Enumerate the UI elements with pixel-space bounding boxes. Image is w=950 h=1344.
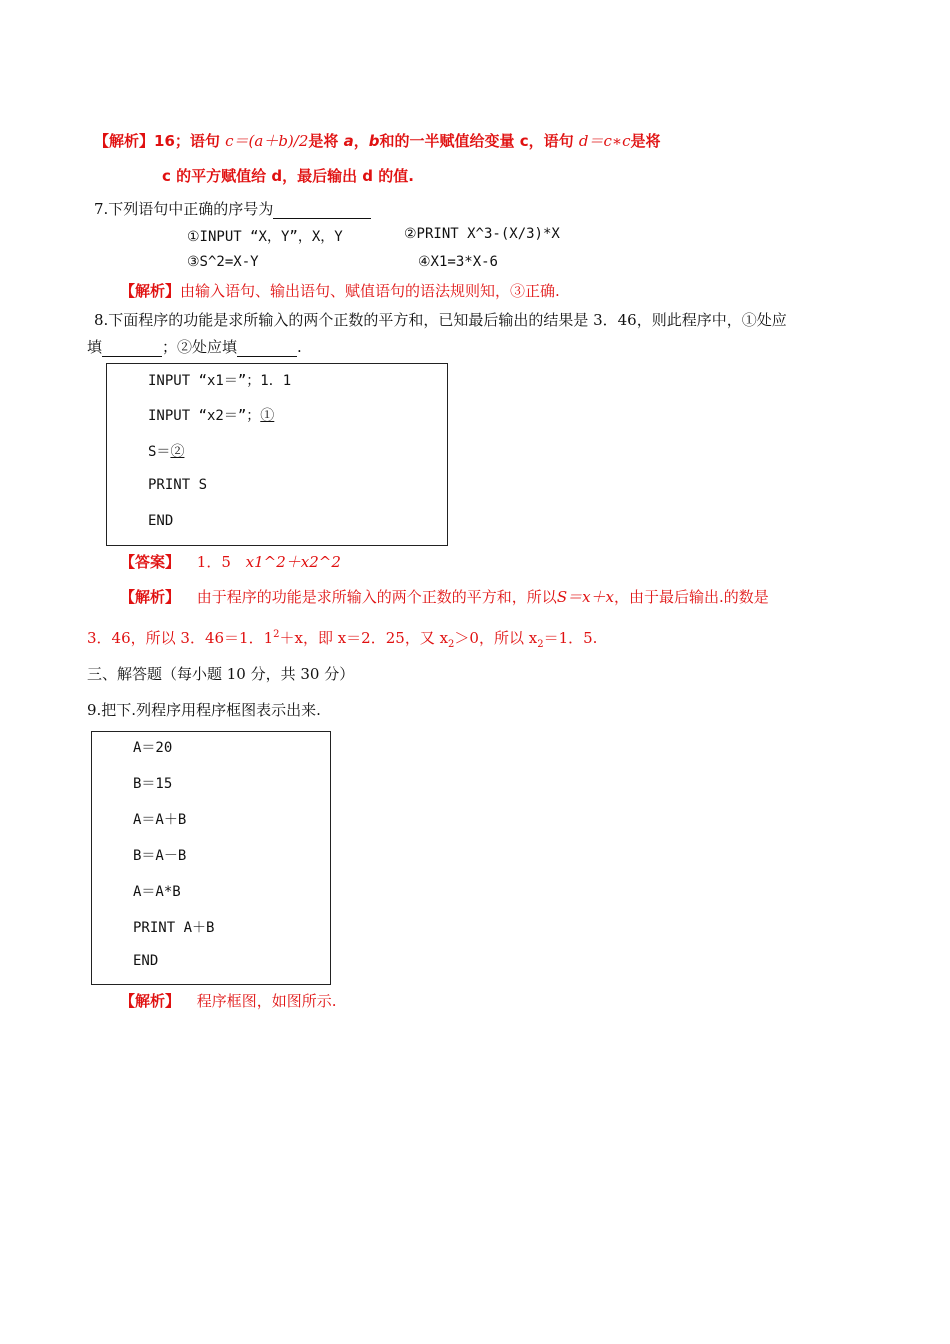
formula-c: c＝(a＋b)/2	[225, 132, 309, 150]
solution-tag: 【解析】	[120, 588, 181, 606]
q9-stem: 9.把下.列程序用程序框图表示出来.	[87, 701, 321, 719]
q8-code-line-1: INPUT “x1＝”；1．1	[148, 373, 292, 389]
q8-stem-line1: 8.下面程序的功能是求所输入的两个正数的平方和，已知最后输出的结果是 3．46，则此程序中，①处应	[94, 311, 787, 329]
q8-solution-line1: 【解析】 由于程序的功能是求所输入的两个正数的平方和，所以S＝x＋x，由于最后输出.的数是	[120, 588, 769, 606]
q8-code-line-5: END	[148, 513, 174, 529]
q7-stem: 7.下列语句中正确的序号为	[94, 198, 371, 219]
q7-option-2: ②PRINT X^3-(X/3)*X	[404, 226, 560, 242]
placeholder-2: ②	[170, 444, 185, 460]
answer-blank-2	[237, 338, 297, 357]
q9-code-box	[91, 731, 331, 985]
answer-tag: 【答案】	[120, 553, 181, 571]
q6-solution-line1: 【解析】16；语句 c＝(a＋b)/2是将 a，b和的一半赋值给变量 c，语句 d＝c∗c是将	[94, 132, 661, 150]
q8-code-line-4: PRINT S	[148, 477, 208, 493]
solution-tag: 【解析】	[120, 992, 181, 1010]
q9-code-line: END	[133, 953, 159, 969]
q9-code-line: B＝A－B	[133, 848, 187, 864]
q9-code-line: A＝20	[133, 740, 173, 756]
q8-answer: 【答案】 1．5 x1^2＋x2^2	[120, 553, 341, 571]
answer-blank	[273, 200, 371, 219]
answer-blank-1	[102, 338, 162, 357]
q7-option-4: ④X1=3*X-6	[418, 254, 498, 270]
q6-solution-line2: c 的平方赋值给 d，最后输出 d 的值.	[162, 167, 414, 185]
q9-code-line: A＝A*B	[133, 884, 181, 900]
q7-option-3: ③S^2=X-Y	[187, 254, 259, 270]
q7-solution: 【解析】由输入语句、输出语句、赋值语句的语法规则知，③正确.	[120, 282, 560, 300]
q8-solution-line2: 3．46，所以 3．46＝1．$1^2+x$，即 x＝2．25，又 $x_2>0$，所以 $x_2=1$．5.	[87, 629, 598, 650]
solution-tag: 【解析】	[120, 282, 181, 300]
q7-option-1: ①INPUT “X，Y”，X，Y	[187, 229, 343, 245]
q8-stem-line2: 填 ；②处应填 .	[87, 338, 302, 356]
q8-code-line-3: S＝②	[148, 444, 185, 460]
q9-code-line: PRINT A＋B	[133, 920, 215, 936]
q9-code-line: B＝15	[133, 776, 173, 792]
solution-tag: 【解析】	[94, 132, 155, 150]
section-3-title: 三、解答题（每小题 10 分，共 30 分）	[87, 665, 355, 683]
q9-solution: 【解析】 程序框图，如图所示.	[120, 992, 337, 1010]
placeholder-1: ①	[260, 408, 275, 424]
formula-d: d＝c∗c	[578, 132, 631, 150]
q9-code-line: A＝A＋B	[133, 812, 187, 828]
q8-code-line-2: INPUT “x2＝”；①	[148, 408, 275, 424]
